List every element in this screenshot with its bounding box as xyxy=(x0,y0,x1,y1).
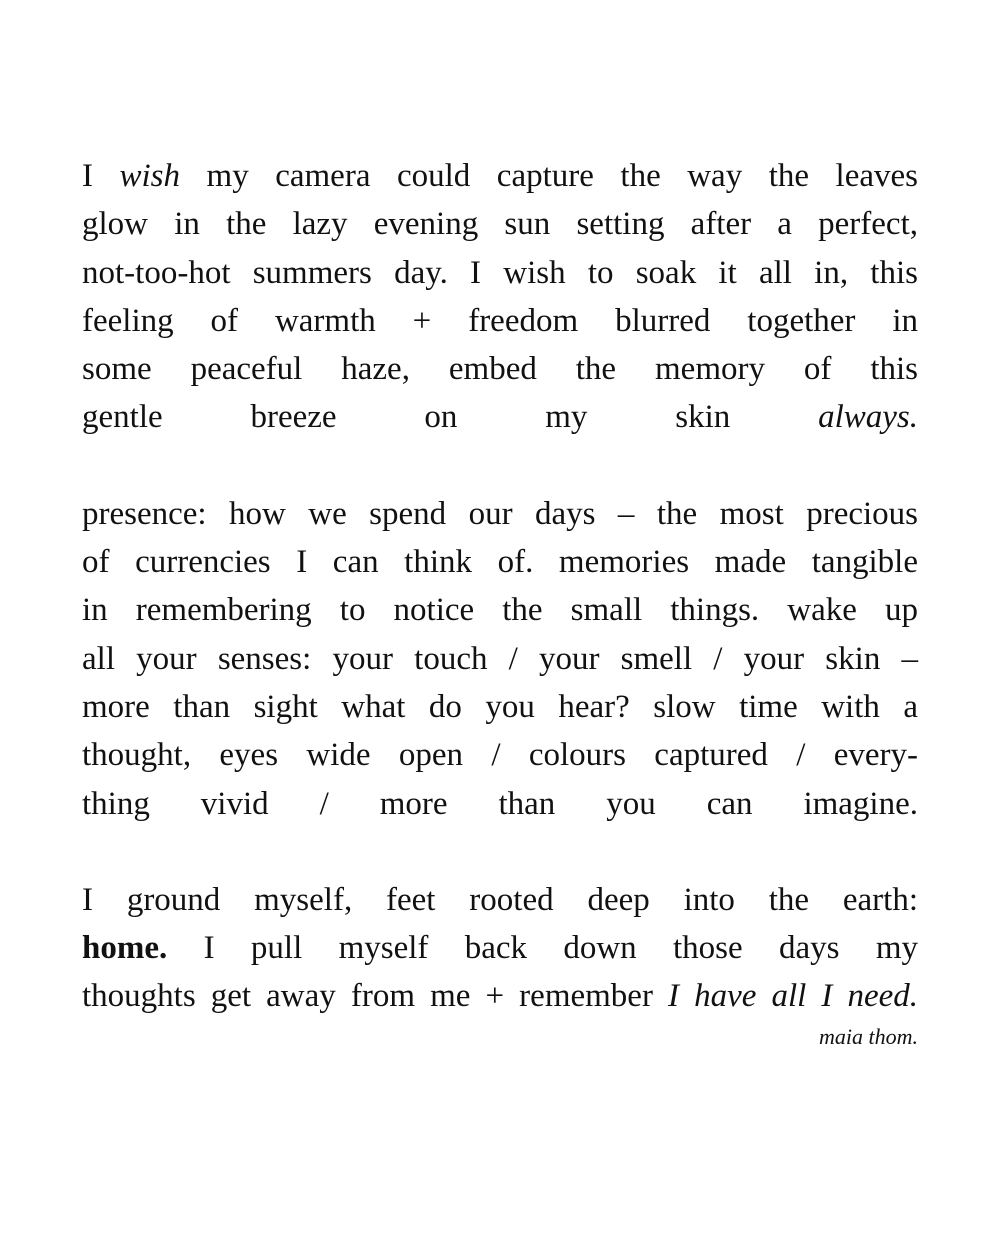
stanza-2-line-3: in remembering to notice the small things. wake up xyxy=(82,592,918,629)
stanza-1-line-1 xyxy=(82,152,918,200)
stanza-2-line-2: of currencies I can think of. memories made tangible xyxy=(82,544,918,581)
stanza-2-line-7: thing vivid / more than you can imagine. xyxy=(82,785,918,822)
stanza-1-line-5: some peaceful haze, embed the memory of this xyxy=(82,351,918,388)
stanza-1-line-6 xyxy=(82,393,918,441)
stanza-2 xyxy=(82,490,918,828)
stanza-2-line-6: thought, eyes wide open / colours captured / every- xyxy=(82,737,918,774)
bold-word-home: home. xyxy=(82,930,168,967)
stanza-3-line-1: I ground myself, feet rooted deep into the earth: xyxy=(82,881,918,918)
stanza-3 xyxy=(82,876,918,1021)
text-segment: gentle breeze on my skin xyxy=(82,399,819,436)
stanza-2-line-5: more than sight what do you hear? slow time with a xyxy=(82,688,918,725)
stanza-2-line-1: presence: how we spend our days – the most precious xyxy=(82,495,918,532)
stanza-1-line-4: feeling of warmth + freedom blurred together in xyxy=(82,302,918,339)
text-segment: I pull myself back down those days my xyxy=(167,930,918,967)
author-signature: maia thom. xyxy=(819,1024,918,1049)
stanza-3-line-2 xyxy=(82,924,918,972)
text-segment: my camera could capture the way the leaves xyxy=(180,158,918,194)
stanza-2-line-4: all your senses: your touch / your smell / your skin – xyxy=(82,640,918,677)
stanza-3-line-3 xyxy=(82,972,918,1020)
text-segment: I xyxy=(82,158,120,194)
italic-word-always: always. xyxy=(818,399,918,436)
stanza-1 xyxy=(82,152,918,442)
stanza-1-line-2: glow in the lazy evening sun setting after a perfect, xyxy=(82,206,918,243)
stanza-1-line-3: not-too-hot summers day. I wish to soak it all in, this xyxy=(82,254,918,291)
poem-body xyxy=(82,152,918,1021)
italic-word-wish: wish xyxy=(119,158,181,194)
italic-phrase-i-have-all-i-need: I have all I need. xyxy=(668,978,919,1015)
text-segment: thoughts get away from me + remember xyxy=(82,978,669,1015)
